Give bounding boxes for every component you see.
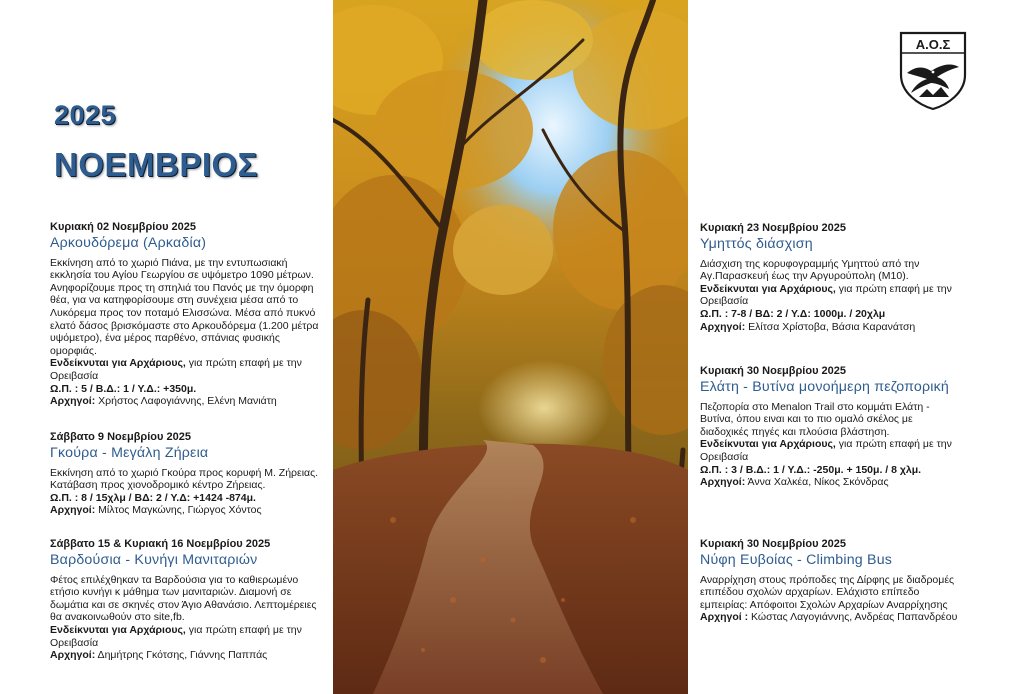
- event-title: Υμηττός διάσχιση: [700, 235, 813, 252]
- event-leaders: [700, 476, 958, 489]
- suitability-label: Ενδείκνυται για Αρχάριους,: [700, 438, 836, 451]
- event-card-goura: [50, 431, 326, 517]
- event-date: Κυριακή 30 Νοεμβρίου 2025: [700, 538, 847, 550]
- event-title: Αρκουδόρεμα (Αρκαδία): [50, 234, 207, 251]
- leaders-label: Αρχηγοί:: [50, 504, 96, 517]
- event-stats: [700, 464, 958, 477]
- suitability-label: Ενδείκνυται για Αρχάριους,: [700, 282, 836, 295]
- event-leaders: [50, 649, 326, 662]
- event-description: Εκκίνηση από το χωριό Γκούρα προς κορυφή Μ. Ζήρειας. Κατάβαση προς χιονοδρομικό κέντρο Ζήρειας.: [50, 466, 319, 492]
- leaders-names: Ελίτσα Χρίστοβα, Βάσια Καρανάτση: [745, 320, 916, 333]
- month-heading: ΝΟΕΜΒΡΙΟΣ: [54, 146, 258, 183]
- leaders-names: Δημήτρης Γκότσης, Γιάννης Παππάς: [95, 649, 268, 662]
- leaders-label: Αρχηγοί :: [700, 611, 749, 624]
- logo-text: Α.Ο.Σ: [915, 37, 951, 52]
- leaders-label: Αρχηγοί:: [700, 476, 746, 489]
- club-logo: [897, 31, 969, 111]
- event-title: Γκούρα - Μεγάλη Ζήρεια: [50, 444, 209, 461]
- leaders-label: Αρχηγοί:: [50, 395, 96, 408]
- event-card-ymittos: [700, 222, 958, 333]
- event-title: Ελάτη - Βυτίνα μονοήμερη πεζοπορική: [700, 378, 949, 395]
- event-date: Κυριακή 23 Νοεμβρίου 2025: [700, 222, 847, 234]
- leaders-names: Χρήστος Λαφογιάννης, Ελένη Μανιάτη: [95, 395, 277, 408]
- event-card-vardousia: [50, 538, 326, 662]
- event-date: Κυριακή 30 Νοεμβρίου 2025: [700, 365, 847, 377]
- event-title: Βαρδούσια - Κυνήγι Μανιταριών: [50, 551, 258, 568]
- leaders-label: Αρχηγοί:: [700, 320, 746, 333]
- event-date: Σάββατο 9 Νοεμβρίου 2025: [50, 431, 191, 443]
- suitability-label: Ενδείκνυται για Αρχάριους,: [50, 357, 186, 370]
- event-suitability: [50, 624, 326, 649]
- event-description: Διάσχιση της κορυφογραμμής Υμηττού από την Αγ.Παρασκευή έως την Αργυρούπολη (Μ10).: [700, 257, 920, 283]
- stats-text: Ω.Π. : 5 / Β.Δ.: 1 / Υ.Δ.: +350μ.: [50, 382, 197, 395]
- suitability-text: για πρώτη επαφή με την Ορειβασία: [50, 623, 302, 649]
- event-card-nyfi-evvoias: [700, 538, 958, 624]
- leaders-names: Άννα Χαλκέα, Νίκος Σκόνδρας: [745, 476, 889, 489]
- stats-text: Ω.Π. : 3 / Β.Δ.: 1 / Υ.Δ.: -250μ. + 150μ. / 8 χλμ.: [700, 463, 922, 476]
- event-stats: [700, 308, 958, 321]
- event-suitability: [700, 438, 958, 463]
- suitability-text: για πρώτη επαφή με την Ορειβασία: [50, 357, 302, 382]
- suitability-text: για πρώτη επαφή με την Ορειβασία: [700, 438, 952, 463]
- event-leaders: [700, 321, 958, 334]
- event-card-arkoudorema: [50, 221, 326, 408]
- event-stats: [50, 492, 326, 505]
- event-suitability: [50, 357, 326, 382]
- year-heading: 2025: [54, 100, 117, 130]
- stats-text: Ω.Π. : 8 / 15χλμ / ΒΔ: 2 / Υ.Δ: +1424 -874μ.: [50, 491, 256, 504]
- event-description: Φέτος επιλέχθηκαν τα Βαρδούσια για το καθιερωμένο ετήσιο κυνήγι κ μάθημα των μανιταριών. Διαμονή σε δωμάτια και σε σκηνές στον Άγιο Αθανάσιο. Λεπτομέρειες θα ανακοινωθούν στο site,fb.: [50, 573, 317, 624]
- event-description: Πεζοπορία στο Menalon Trail στο κομμάτι Ελάτη - Βυτίνα, όπου ειναι και το πιο ομαλό σκέλος με διαδοχικές πηγές και πλούσια βλάστηση.: [700, 400, 930, 438]
- autumn-forest-road-photo: [333, 0, 688, 694]
- event-description: Αναρρίχηση στους πρόποδες της Δίρφης με διαδρομές επιπέδου σχολών αρχαρίων. Ελάχιστο επίπεδο εμπειρίας: Απόφοιτοι Σχολών Αρχαρίων Αναρρίχησης: [700, 573, 955, 611]
- event-stats: [50, 383, 326, 396]
- event-date: Σάββατο 15 & Κυριακή 16 Νοεμβρίου 2025: [50, 538, 271, 550]
- event-leaders: [50, 504, 326, 517]
- event-suitability: [700, 283, 958, 308]
- event-description: Εκκίνηση από το χωριό Πιάνα, με την εντυπωσιακή εκκλησία του Αγίου Γεωργίου σε υψόμετρο 1090 μέτρων. Ανηφορίζουμε προς τη σπηλιά του Πανός με την όμορφη θέα, για να κατηφορίσουμε στη συνέχεια μέσα από το Λυκόρεμα προς τον ποταμό Ελισσώνα. Μέσα από πυκνό ελατό δάσος βρισκόμαστε στο Αρκουδόρεμα (1.200 μέτρα υψόμετρο), ένα μέρος παρθένο, σπάνιας φυσικής ομορφιάς.: [50, 256, 319, 357]
- event-card-elati-vytina: [700, 365, 958, 489]
- event-title: Νύφη Ευβοίας - Climbing Bus: [700, 551, 893, 568]
- leaders-names: Κώστας Λαγογιάννης, Ανδρέας Παπανδρέου: [748, 611, 958, 624]
- event-leaders: [700, 611, 958, 624]
- alpine-club-eagle-shield-icon: [897, 31, 969, 111]
- event-date: Κυριακή 02 Νοεμβρίου 2025: [50, 221, 197, 233]
- leaders-names: Μίλτος Μαγκώνης, Γιώργος Χόντος: [95, 504, 262, 517]
- leaders-label: Αρχηγοί:: [50, 649, 96, 662]
- suitability-label: Ενδείκνυται για Αρχάριους,: [50, 623, 186, 636]
- stats-text: Ω.Π. : 7-8 / ΒΔ: 2 / Υ.Δ: 1000μ. / 20χλμ: [700, 307, 886, 320]
- suitability-text: για πρώτη επαφή με την Ορειβασία: [700, 282, 952, 308]
- event-leaders: [50, 395, 326, 408]
